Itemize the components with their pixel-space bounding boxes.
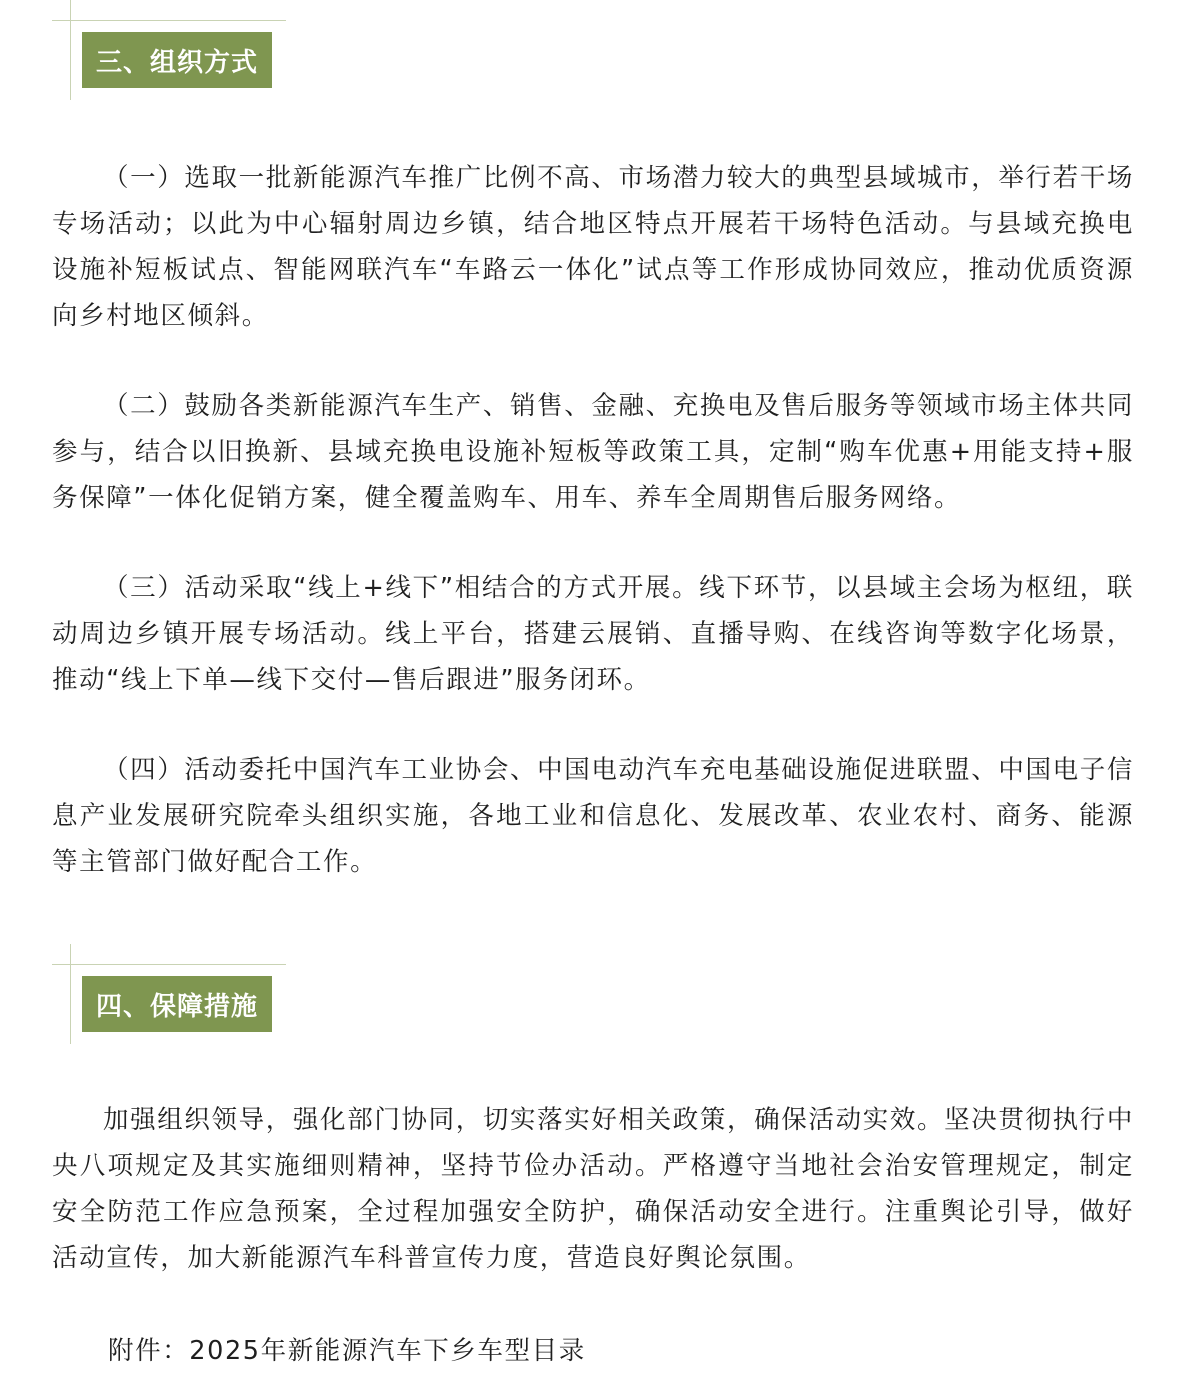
heading-label: 三、组织方式 bbox=[96, 47, 259, 78]
paragraph-safeguards-1: 加强组织领导，强化部门协同，切实落实好相关政策，确保活动实效。坚决贯彻执行中央八项规定及其实施细则精神，坚持节俭办活动。严格遵守当地社会治安管理规定，制定安全防范工作应急预案，全过程加强安全防护，确保活动安全进行。注重舆论引导，做好活动宣传，加大新能源汽车科普宣传力度，营造良好舆论氛围。 bbox=[52, 1105, 1134, 1273]
heading-corner-line-horizontal bbox=[52, 964, 286, 965]
paragraph-organization-3: （三）活动采取“线上+线下”相结合的方式开展。线下环节，以县域主会场为枢纽，联动周边乡镇开展专场活动。线上平台，搭建云展销、直播导购、在线咨询等数字化场景，推动“线上下单—线下交付—售后跟进”服务闭环。 bbox=[52, 573, 1134, 695]
section-heading-safeguards bbox=[50, 944, 290, 1044]
paragraph-organization-4: （四）活动委托中国汽车工业协会、中国电动汽车充电基础设施促进联盟、中国电子信息产业发展研究院牵头组织实施，各地工业和信息化、发展改革、农业农村、商务、能源等主管部门做好配合工作。 bbox=[52, 755, 1134, 877]
paragraph-organization-1: （一）选取一批新能源汽车推广比例不高、市场潜力较大的典型县域城市，举行若干场专场活动；以此为中心辐射周边乡镇，结合地区特点开展若干场特色活动。与县域充换电设施补短板试点、智能网联汽车“车路云一体化”试点等工作形成协同效应，推动优质资源向乡村地区倾斜。 bbox=[52, 163, 1134, 331]
heading-label-box bbox=[82, 32, 272, 88]
heading-label: 四、保障措施 bbox=[96, 991, 259, 1022]
paragraph-organization-2: （二）鼓励各类新能源汽车生产、销售、金融、充换电及售后服务等领域市场主体共同参与，结合以旧换新、县域充换电设施补短板等政策工具，定制“购车优惠+用能支持+服务保障”一体化促销方案，健全覆盖购车、用车、养车全周期售后服务网络。 bbox=[52, 391, 1134, 513]
heading-label-box bbox=[82, 976, 272, 1032]
section-heading-organization bbox=[50, 0, 290, 100]
attachment-line: 附件：2025年新能源汽车下乡车型目录 bbox=[108, 1336, 586, 1366]
heading-corner-line-vertical bbox=[70, 0, 71, 100]
heading-corner-line-horizontal bbox=[52, 20, 286, 21]
heading-corner-line-vertical bbox=[70, 944, 71, 1044]
